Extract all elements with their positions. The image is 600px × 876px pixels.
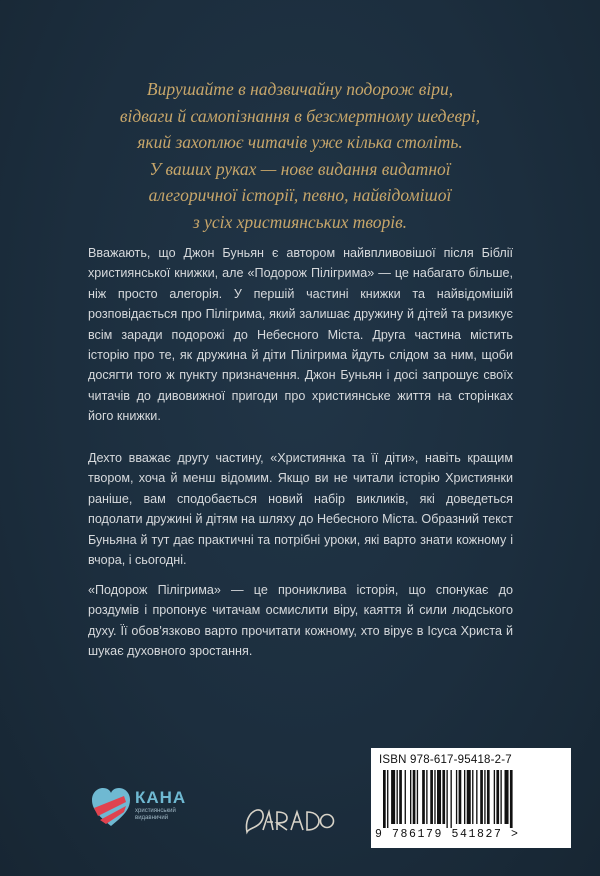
barcode-bar (505, 770, 509, 824)
barcode-bar (437, 770, 441, 824)
quote-line: алегоричної історії, певно, найвідомішої (148, 185, 452, 205)
barcode-bar (510, 770, 513, 828)
barcode-bar (480, 770, 483, 824)
barcode-bar (464, 770, 465, 824)
barcode-bar (496, 770, 499, 824)
cover-quote (60, 76, 540, 235)
barcode-bar (484, 770, 485, 824)
barcode-bar (446, 770, 447, 828)
description-paragraph-1: Вважають, що Джон Буньян є автором найвпливовішої після Біблії християнської книжки, але «Подорож Пілігрима» — це набагато більше, ніж просто алегорія. У першій частині книжки та найвідомішій розповідається про Пілігрима, який залишає дружину й дітей та ризикує всім заради подорожі до Небесного Міста. Друга частина містить історію про те, як дружина й діти Пілігрима йдуть слідом за ним, щоби досягти того ж пункту призначення. Джон Буньян і досі запрошує своїх читачів до дивовижної пригоди про християнське життя на сторінках його книжки. (88, 246, 513, 424)
kana-name: КАНА (135, 788, 187, 807)
svitlo-publisher-logo (243, 804, 335, 844)
barcode-bar (472, 770, 473, 824)
barcode-bar (391, 770, 395, 824)
kana-subtitle: християнський видавничий (135, 808, 176, 821)
svitlo-logo-graphic (243, 804, 335, 838)
barcode-bar (442, 770, 445, 824)
barcode-bar (399, 770, 402, 824)
kana-publisher-logo (90, 786, 200, 836)
barcode-bar (459, 770, 462, 824)
barcode-bar (500, 770, 501, 824)
barcode-bar (417, 770, 418, 824)
barcode-bar (434, 770, 435, 824)
barcode-digits: 9 786179 541827 > (375, 828, 520, 841)
isbn-number: ISBN 978-617-95418-2-7 (379, 754, 512, 766)
barcode-bar (451, 770, 452, 828)
isbn-barcode-box (371, 748, 571, 848)
barcode-bar (410, 770, 411, 824)
barcode-graphic (377, 770, 565, 828)
barcode-bar (456, 770, 457, 824)
quote-line: який захоплює читачів уже кілька століть. (137, 132, 463, 152)
barcode-bar (487, 770, 490, 824)
barcode-bar (476, 770, 477, 824)
barcode-bar (426, 770, 427, 824)
barcode-bar (422, 770, 425, 824)
quote-line: з усіх християнських творів. (192, 211, 408, 232)
barcode-bar (387, 770, 388, 828)
description-paragraph-3: «Подорож Пілігрима» — це прониклива історія, що спонукає до роздумів і пропонує читачам осмислити віру, каяття й сили людського духу. Її обов'язково варто прочитати кожному, хто вірує в Ісуса Христа й шукає духовного зростання. (88, 583, 513, 659)
description-paragraph-2: Дехто вважає другу частину, «Християнка та її діти», навіть кращим твором, хоча й менш відомим. Якщо ви не читали історію Християнки раніше, вам сподобається новий набір викликів, які доведеться подолати дружині й дітям на шляху до Небесного Міста. Образний текст Буньяна й тут дає практичні та потрібні уроки, які варто знати кожному і вчора, і сьогодні. (88, 451, 513, 568)
barcode-bar (383, 770, 386, 828)
quote-line: Вирушайте в надзвичайну подорож віри, (146, 79, 454, 99)
barcode-bar (413, 770, 416, 824)
barcode-bar (405, 770, 406, 824)
barcode-bar (467, 770, 471, 824)
barcode-bar (397, 770, 398, 824)
barcode-bar (430, 770, 433, 824)
barcode-bar (494, 770, 495, 824)
heart-logo-icon (90, 786, 132, 830)
quote-line: відваги й самопізнання в безсмертному шедеврі, (119, 105, 481, 126)
quote-line: У ваших руках — нове видання видатної (149, 158, 451, 179)
